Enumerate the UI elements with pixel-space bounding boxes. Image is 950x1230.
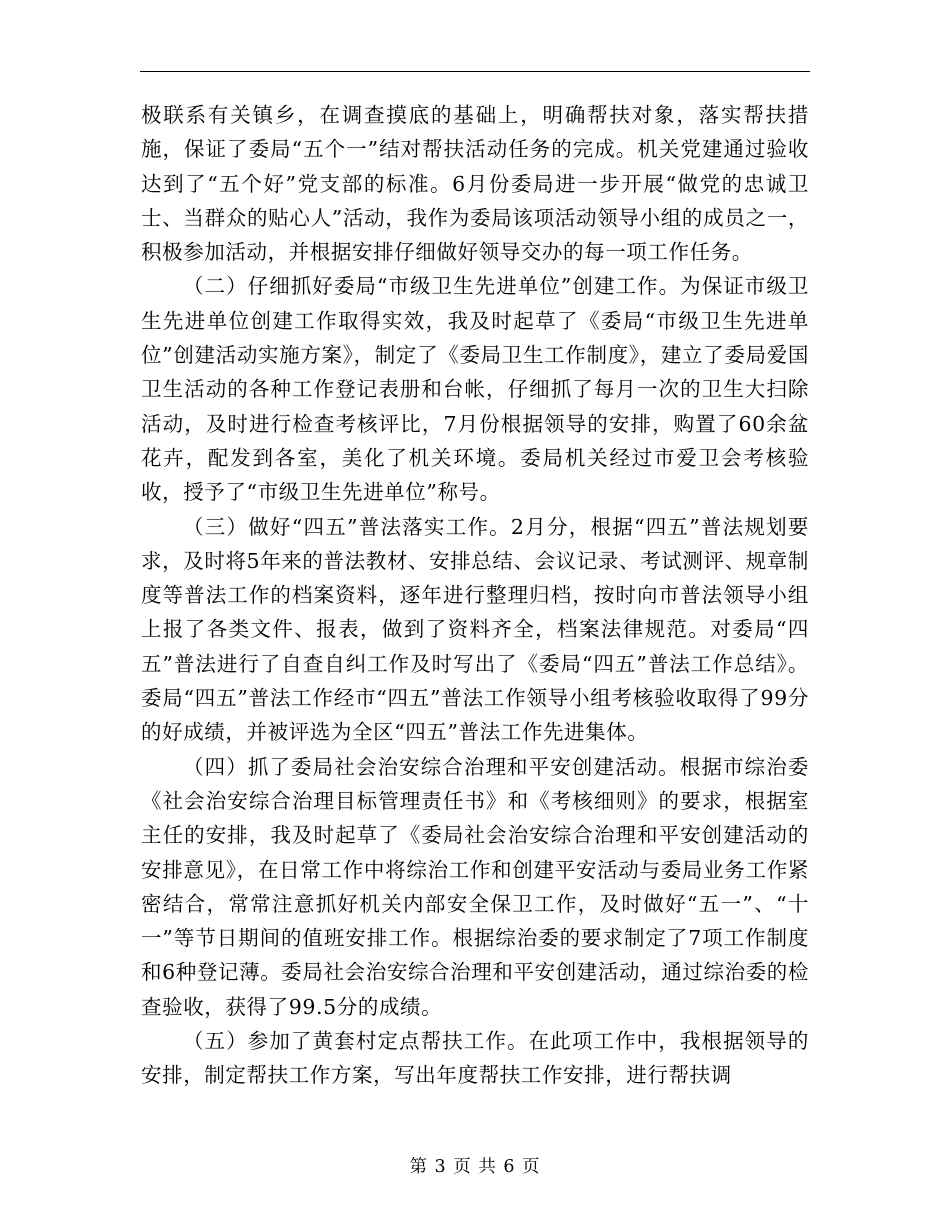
body-text (141, 98, 809, 1093)
paragraph-section-3: （三）做好“四五”普法落实工作。2月分，根据“四五”普法规划要求，及时将5年来的普法教材、安排总结、会议记录、考试测评、规章制度等普法工作的档案资料，逐年进行整理归档，按时向市普法领导小组上报了各类文件、报表，做到了资料齐全，档案法律规范。对委局“四五”普法进行了自查自纠工作及时写出了《委局“四五”普法工作总结》。委局“四五”普法工作经市“四五”普法工作领导小组考核验收取得了99分的好成绩，并被评选为全区“四五”普法工作先进集体。 (141, 514, 809, 745)
paragraph-section-2: （二）仔细抓好委局“市级卫生先进单位”创建工作。为保证市级卫生先进单位创建工作取得实效，我及时起草了《委局“市级卫生先进单位”创建活动实施方案》，制定了《委局卫生工作制度》，建立了委局爱国卫生活动的各种工作登记表册和台帐，仔细抓了每月一次的卫生大扫除活动，及时进行检查考核评比，7月份根据领导的安排，购置了60余盆花卉，配发到各室，美化了机关环境。委局机关经过市爱卫会考核验收，授予了“市级卫生先进单位”称号。 (141, 274, 809, 505)
paragraph-continuation: 极联系有关镇乡，在调查摸底的基础上，明确帮扶对象，落实帮扶措施，保证了委局“五个一”结对帮扶活动任务的完成。机关党建通过验收达到了“五个好”党支部的标准。6月份委局进一步开展“做党的忠诚卫士、当群众的贴心人”活动，我作为委局该项活动领导小组的成员之一，积极参加活动，并根据安排仔细做好领导交办的每一项工作任务。 (141, 103, 809, 265)
paragraph-section-4: （四）抓了委局社会治安综合治理和平安创建活动。根据市综治委《社会治安综合治理目标管理责任书》和《考核细则》的要求，根据室主任的安排，我及时起草了《委局社会治安综合治理和平安创建活动的安排意见》，在日常工作中将综治工作和创建平安活动与委局业务工作紧密结合，常常注意抓好机关内部安全保卫工作，及时做好“五一”、“十一”等节日期间的值班安排工作。根据综治委的要求制定了7项工作制度和6种登记薄。委局社会治安综合治理和平安创建活动，通过综治委的检查验收，获得了99.5分的成绩。 (141, 754, 809, 1019)
paragraph-section-5: （五）参加了黄套村定点帮扶工作。在此项工作中，我根据领导的安排，制定帮扶工作方案，写出年度帮扶工作安排，进行帮扶调 (141, 1029, 809, 1088)
header-rule (140, 71, 810, 72)
page-number-footer: 第 3 页 共 6 页 (409, 1157, 541, 1177)
